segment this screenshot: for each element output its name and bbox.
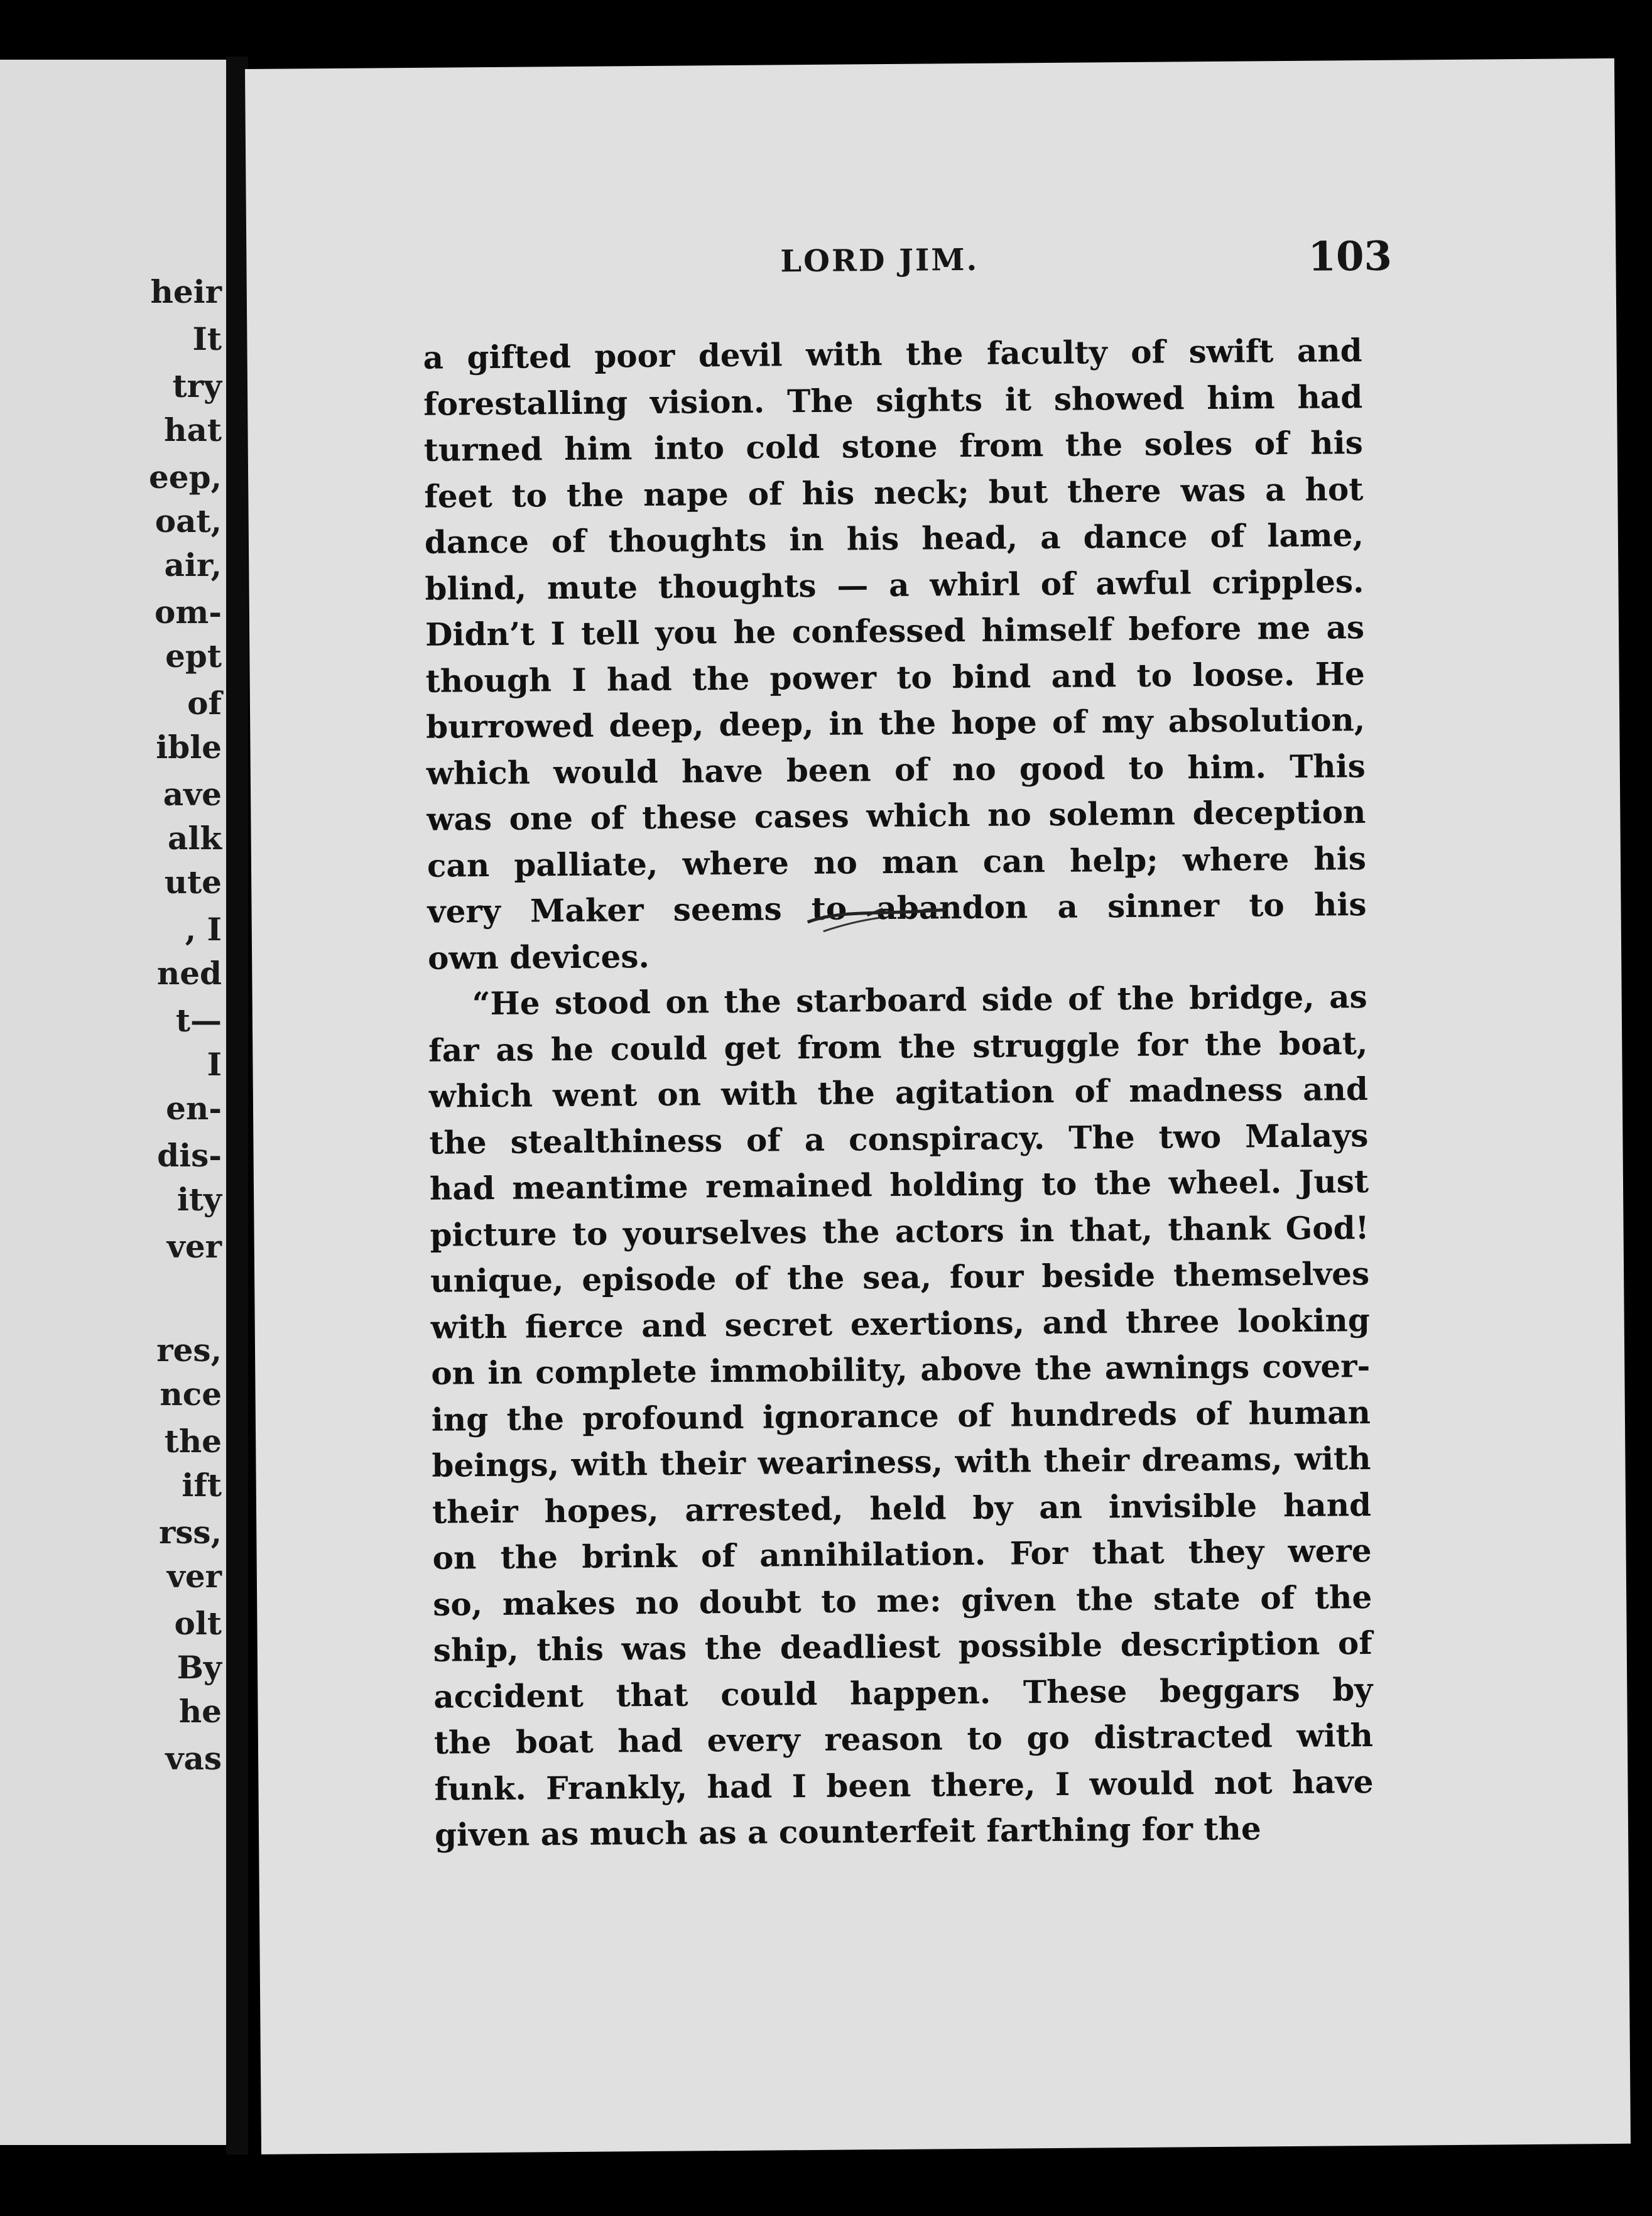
left-page-fragment: alk	[167, 820, 222, 857]
left-page-fragment: , I	[185, 911, 222, 948]
left-page-fragment: res,	[156, 1332, 222, 1369]
left-page-fragment: ible	[156, 729, 222, 766]
left-page-fragment: air,	[164, 546, 222, 584]
left-page-fragment: ave	[163, 776, 222, 813]
text-line: had meantime remained holding to the wheel. Just	[429, 1163, 1369, 1207]
text-line: ing the profound ignorance of hundreds of human	[431, 1393, 1371, 1438]
book-gutter	[226, 57, 248, 2154]
left-page-fragment: he	[178, 1693, 222, 1730]
left-page-fragment: rss,	[158, 1514, 222, 1551]
left-page-fragment: heir	[150, 273, 222, 310]
left-page-fragment: It	[192, 320, 222, 357]
text-line: on in complete immobility, above the awnings cover-	[431, 1347, 1371, 1392]
text-line: accident that could happen. These beggars by	[433, 1670, 1373, 1715]
left-page-fragment: oat,	[155, 502, 222, 540]
text-line: own devices.	[427, 937, 650, 977]
text-line: beings, with their weariness, with their dreams, with	[432, 1439, 1371, 1484]
left-page-fragment: ept	[165, 638, 222, 675]
left-page-fragment: I	[207, 1046, 222, 1083]
text-line: with fierce and secret exertions, and three looking	[430, 1301, 1370, 1346]
text-line: which went on with the agitation of madness and	[428, 1070, 1369, 1115]
text-line: on the brink of annihilation. For that they were	[432, 1531, 1372, 1577]
text-line: can palliate, where no man can help; where his	[427, 839, 1367, 884]
text-line: very Maker seems to abandon a sinner to his	[427, 886, 1367, 930]
text-line: which would have been of no good to him. This	[426, 747, 1366, 792]
text-line: picture to yourselves the actors in that, thank God!	[430, 1208, 1369, 1254]
left-page-fragment: ift	[182, 1467, 222, 1504]
text-line: funk. Frankly, had I been there, I would not have	[434, 1762, 1374, 1808]
left-page-fragment: ver	[166, 1228, 222, 1265]
left-page-fragment: vas	[165, 1740, 222, 1777]
left-page-fragment: en-	[166, 1090, 222, 1127]
left-page-fragment: ver	[166, 1558, 222, 1595]
text-line: dance of thoughts in his head, a dance of lame,	[424, 516, 1364, 561]
left-page-fragment: dis-	[157, 1137, 222, 1174]
text-line: the stealthiness of a conspiracy. The two Malays	[429, 1116, 1369, 1161]
left-page-fragment: the	[164, 1423, 222, 1460]
page-number: 103	[1308, 232, 1393, 281]
left-page-fragment: of	[187, 685, 222, 722]
text-line: Didn’t I tell you he confessed himself before me as	[425, 609, 1365, 653]
text-line: their hopes, arrested, held by an invisible hand	[432, 1485, 1372, 1531]
text-line: was one of these cases which no solemn deception	[427, 793, 1366, 838]
left-page-fragment: eep,	[149, 459, 222, 496]
left-page-fragment: hat	[164, 411, 222, 448]
left-page-fragment: t—	[175, 1002, 222, 1039]
text-line: given as much as a counterfeit farthing for the	[434, 1810, 1261, 1854]
text-line: so, makes no doubt to me: given the state of the	[432, 1578, 1372, 1623]
left-page-fragment: ity	[177, 1181, 222, 1218]
text-line: far as he could get from the struggle for the boat,	[428, 1024, 1368, 1069]
text-line: “He stood on the starboard side of the bridge, as	[472, 978, 1367, 1023]
running-head: LORD JIM.	[780, 242, 979, 280]
left-page-fragment: By	[177, 1649, 222, 1686]
text-line: though I had the power to bind and to loose. He	[425, 654, 1365, 700]
text-line: ship, this was the deadliest possible description of	[433, 1624, 1372, 1669]
left-page-fragment: ned	[156, 955, 222, 992]
text-line: forestalling vision. The sights it showed him had	[423, 377, 1363, 423]
text-line: the boat had every reason to go distracted with	[433, 1716, 1374, 1761]
left-page-fragment: om-	[154, 594, 222, 631]
left-page	[0, 60, 236, 2145]
body-text	[423, 327, 1374, 1858]
left-page-fragment: try	[172, 367, 222, 405]
text-line: a gifted poor devil with the faculty of swift and	[423, 332, 1362, 376]
left-page-fragment: olt	[174, 1605, 222, 1642]
text-line: unique, episode of the sea, four beside themselves	[430, 1255, 1370, 1300]
right-page	[245, 58, 1631, 2154]
left-page-fragment: ute	[164, 864, 222, 901]
text-line: blind, mute thoughts — a whirl of awful cripples.	[425, 562, 1364, 607]
text-line: burrowed deep, deep, in the hope of my absolution,	[426, 701, 1366, 746]
ink-stroke-mark	[804, 896, 949, 941]
text-line: turned him into cold stone from the soles of his	[423, 424, 1363, 469]
text-line: feet to the nape of his neck; but there was a hot	[424, 470, 1364, 515]
left-page-fragment: nce	[160, 1376, 222, 1413]
